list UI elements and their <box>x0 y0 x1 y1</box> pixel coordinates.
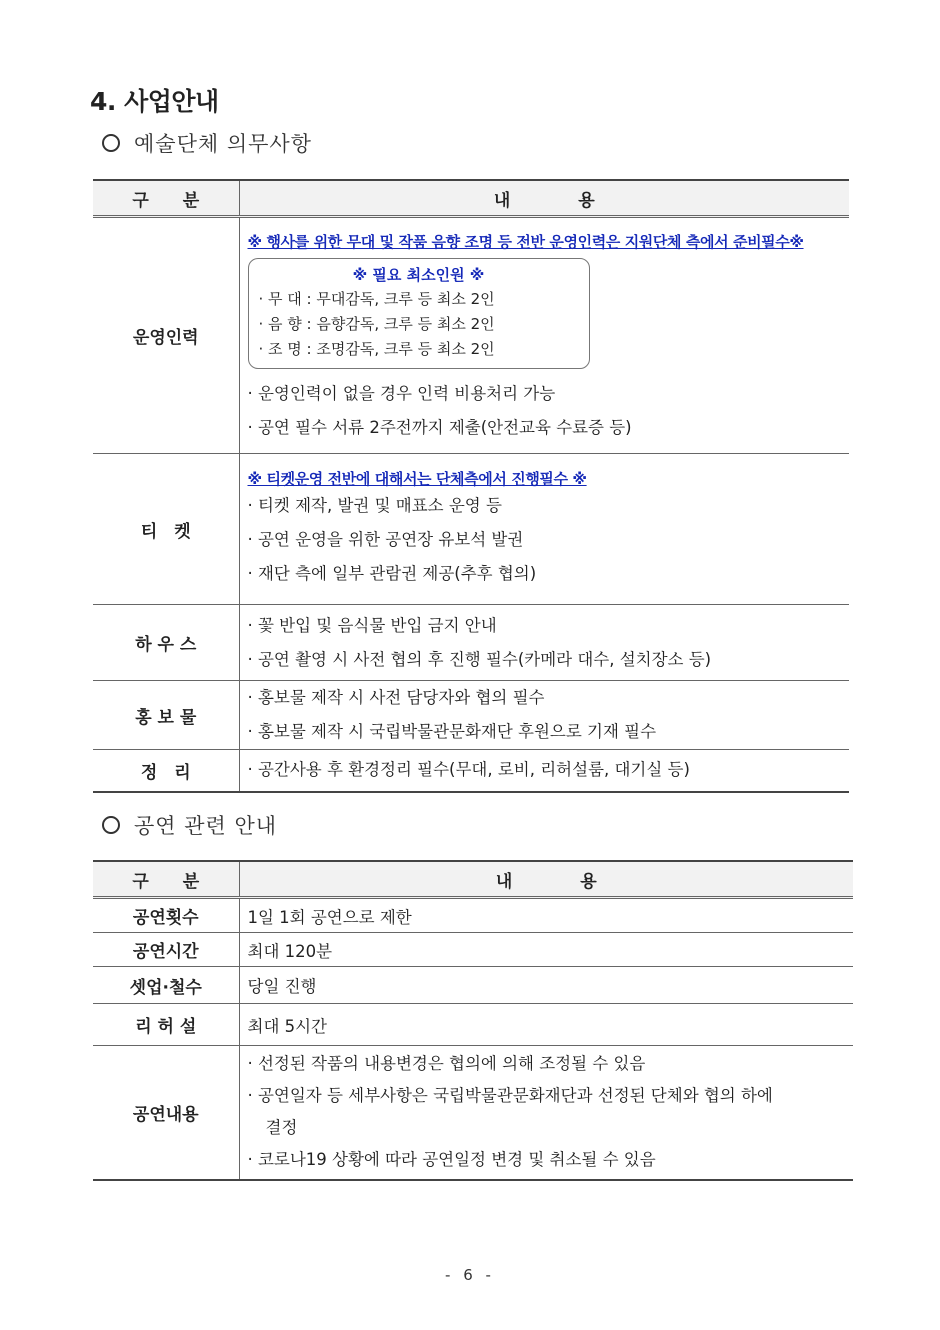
list-item: · 코로나19 상황에 따라 공연일정 변경 및 취소될 수 있음 <box>247 1150 656 1170</box>
obligations-header-row <box>93 180 849 217</box>
table-row-ticket <box>93 454 849 605</box>
obligations-table <box>93 179 849 793</box>
page-heading: 4. 사업안내 <box>90 87 219 116</box>
row-label: 공연시간 <box>93 933 239 967</box>
row-value: 최대 120분 <box>239 933 853 967</box>
row-label: 공연횟수 <box>93 898 239 933</box>
table-row <box>93 967 853 1004</box>
list-item: · 공연 필수 서류 2주전까지 제출(안전교육 수료증 등) <box>247 417 632 437</box>
section2-title-text: 공연 관련 안내 <box>134 814 278 838</box>
row-label: 정 리 <box>93 750 239 792</box>
row-label: 공연내용 <box>93 1046 239 1180</box>
row-content <box>239 454 849 605</box>
header-content: 내 용 <box>239 180 849 217</box>
row-content <box>239 217 849 454</box>
box-item: · 무 대 : 무대감독, 크루 등 최소 2인 <box>258 289 495 308</box>
list-item: · 재단 측에 일부 관람권 제공(추후 협의) <box>247 563 537 583</box>
performance-table <box>93 860 853 1181</box>
row-value: 1일 1회 공연으로 제한 <box>239 898 853 933</box>
box-item: · 조 명 : 조명감독, 크루 등 최소 2인 <box>258 339 495 358</box>
section1-title-text: 예술단체 의무사항 <box>134 132 312 156</box>
list-item: · 꽃 반입 및 음식물 반입 금지 안내 <box>247 615 497 635</box>
box-title: ※ 필요 최소인원 ※ <box>352 265 485 284</box>
list-item: · 선정된 작품의 내용변경은 협의에 의해 조정될 수 있음 <box>247 1054 646 1074</box>
performance-header-row <box>93 861 853 898</box>
list-item: · 티켓 제작, 발권 및 매표소 운영 등 <box>247 495 502 515</box>
table-row <box>93 898 853 933</box>
table-row-cleanup <box>93 750 849 792</box>
ticket-note: ※ 티켓운영 전반에 대해서는 단체측에서 진행필수 ※ <box>247 469 587 488</box>
list-item: · 공연 촬영 시 사전 협의 후 진행 필수(카메라 대수, 설치장소 등) <box>247 649 712 669</box>
list-item: · 홍보물 제작 시 국립박물관문화재단 후원으로 기재 필수 <box>247 722 657 741</box>
section2-title <box>102 810 277 840</box>
row-content <box>239 750 849 792</box>
table-row-promo <box>93 681 849 750</box>
row-label: 리 허 설 <box>93 1004 239 1046</box>
section1-title <box>102 128 312 158</box>
ops-note: ※ 행사를 위한 무대 및 작품 음향 조명 등 전반 운영인력은 지원단체 측에서 준비필수※ <box>247 232 804 251</box>
row-label: 셋업·철수 <box>93 967 239 1004</box>
row-label: 하 우 스 <box>93 605 239 681</box>
row-content <box>239 605 849 681</box>
row-value: 최대 5시간 <box>239 1004 853 1046</box>
list-item: · 공연 운영을 위한 공연장 유보석 발권 <box>247 529 524 549</box>
row-label: 홍 보 물 <box>93 681 239 750</box>
min-staff-box <box>248 258 590 369</box>
table-row-ops <box>93 217 849 454</box>
row-content <box>239 1046 853 1180</box>
page-number: - 6 - <box>445 1266 495 1284</box>
table-row <box>93 933 853 967</box>
header-category: 구 분 <box>93 180 239 217</box>
list-item-continued: 결정 <box>265 1118 298 1138</box>
circle-bullet-icon <box>102 816 120 834</box>
row-label: 운영인력 <box>93 217 239 454</box>
header-content: 내 용 <box>239 861 853 898</box>
list-item: · 공연일자 등 세부사항은 국립박물관문화재단과 선정된 단체와 협의 하에 <box>247 1086 773 1106</box>
list-item: · 공간사용 후 환경정리 필수(무대, 로비, 리허설룸, 대기실 등) <box>247 760 690 780</box>
box-item: · 음 향 : 음향감독, 크루 등 최소 2인 <box>258 314 495 333</box>
list-item: · 홍보물 제작 시 사전 담당자와 협의 필수 <box>247 688 545 707</box>
row-content <box>239 681 849 750</box>
table-row <box>93 1004 853 1046</box>
table-row-content <box>93 1046 853 1180</box>
list-item: · 운영인력이 없을 경우 인력 비용처리 가능 <box>247 383 556 403</box>
circle-bullet-icon <box>102 134 120 152</box>
row-label: 티 켓 <box>93 454 239 605</box>
header-category: 구 분 <box>93 861 239 898</box>
row-value: 당일 진행 <box>239 967 853 1004</box>
table-row-house <box>93 605 849 681</box>
